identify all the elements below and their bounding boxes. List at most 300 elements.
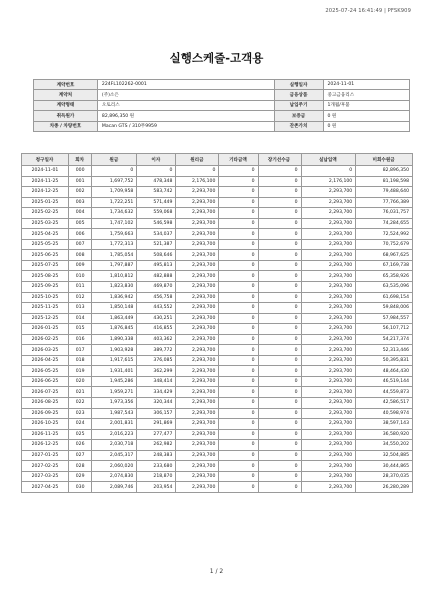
table-cell: 2,030,718 [92,440,137,451]
table-cell: 2,293,700 [176,187,219,198]
table-cell: 1,734,632 [92,208,137,219]
column-header: 장기선수금 [258,154,301,166]
table-cell: 0 [301,166,356,177]
table-cell: 0 [258,239,301,250]
table-cell: 2,293,700 [301,387,356,398]
table-cell: 306,157 [137,408,176,419]
table-cell: 44,559,873 [356,387,413,398]
table-cell: 2026-01-25 [22,324,69,335]
table-row [22,471,413,482]
table-row [22,440,413,451]
table-cell: 0 [219,260,258,271]
table-cell: 0 [258,461,301,472]
table-cell: 2025-07-25 [22,260,69,271]
table-cell: 0 [258,334,301,345]
table-cell: 0 [219,471,258,482]
table-cell: 1,959,271 [92,387,137,398]
table-cell: 2,293,700 [176,260,219,271]
table-cell: 2,293,700 [301,482,356,493]
table-cell: 002 [68,187,91,198]
table-cell: 0 [258,313,301,324]
table-cell: 1,973,356 [92,398,137,409]
table-cell: 2,293,700 [176,218,219,229]
table-cell: 0 [258,282,301,293]
table-cell: 0 [258,208,301,219]
table-cell: 0 [219,282,258,293]
table-cell: 0 [258,440,301,451]
table-cell: 0 [258,482,301,493]
table-cell: 2026-07-25 [22,387,69,398]
info-label: 취득원가 [34,111,98,121]
table-cell: 0 [219,366,258,377]
table-cell: 34,550,202 [356,440,413,451]
table-row [22,176,413,187]
table-cell: 0 [176,166,219,177]
table-cell: 2,176,100 [301,176,356,187]
table-cell: 48,464,430 [356,366,413,377]
table-cell: 025 [68,429,91,440]
table-cell: 2,293,700 [301,345,356,356]
column-header: 기타금액 [219,154,258,166]
print-timestamp: 2025-07-24 16:41:49 | PFSK909 [325,8,411,14]
table-cell: 2,293,700 [176,271,219,282]
table-header-row [22,154,413,166]
table-cell: 0 [258,176,301,187]
info-label: 계약형태 [34,100,98,110]
info-value: (주)소은 [97,90,274,100]
table-cell: 000 [68,166,91,177]
table-cell: 019 [68,366,91,377]
info-label: 보증금 [274,111,323,121]
table-cell: 2,293,700 [301,461,356,472]
table-cell: 0 [258,218,301,229]
info-value: 중고금융리스 [323,90,410,100]
table-cell: 0 [219,313,258,324]
table-cell: 2,060,020 [92,461,137,472]
table-cell: 2,089,746 [92,482,137,493]
table-row [22,260,413,271]
table-cell: 0 [258,303,301,314]
table-cell: 0 [219,461,258,472]
table-cell: 0 [258,366,301,377]
table-cell: 0 [258,271,301,282]
table-cell: 007 [68,239,91,250]
table-cell: 0 [219,250,258,261]
table-cell: 1,797,887 [92,260,137,271]
table-cell: 403,362 [137,334,176,345]
table-cell: 81,198,598 [356,176,413,187]
table-cell: 2,293,700 [176,366,219,377]
table-cell: 2,293,700 [301,408,356,419]
table-row [22,376,413,387]
table-cell: 2,293,700 [176,345,219,356]
table-row [22,366,413,377]
info-row [34,100,410,110]
table-row [22,345,413,356]
table-cell: 77,766,389 [356,197,413,208]
table-cell: 0 [219,229,258,240]
table-cell: 2,293,700 [176,303,219,314]
table-cell: 0 [219,450,258,461]
table-cell: 495,813 [137,260,176,271]
table-cell: 1,747,102 [92,218,137,229]
table-cell: 027 [68,450,91,461]
table-cell: 2,293,700 [301,282,356,293]
table-row [22,324,413,335]
table-cell: 56,107,712 [356,324,413,335]
info-value: 2024-11-01 [323,80,410,90]
table-cell: 2,293,700 [176,229,219,240]
table-cell: 0 [219,292,258,303]
table-cell: 2,293,700 [301,187,356,198]
info-row [34,90,410,100]
column-header: 청구일자 [22,154,69,166]
table-cell: 0 [219,398,258,409]
table-cell: 2,293,700 [301,398,356,409]
table-cell: 478,348 [137,176,176,187]
table-cell: 2025-06-25 [22,250,69,261]
table-cell: 2,045,317 [92,450,137,461]
table-cell: 376,085 [137,355,176,366]
info-value: 오토리스 [97,100,274,110]
column-header: 이자 [137,154,176,166]
table-row [22,250,413,261]
table-row [22,271,413,282]
table-cell: 2027-01-25 [22,450,69,461]
table-cell: 021 [68,387,91,398]
table-cell: 52,313,446 [356,345,413,356]
table-cell: 0 [258,324,301,335]
table-cell: 456,758 [137,292,176,303]
table-cell: 1,697,752 [92,176,137,187]
table-cell: 2,176,100 [176,176,219,187]
table-cell: 0 [219,208,258,219]
table-cell: 1,836,942 [92,292,137,303]
table-cell: 009 [68,260,91,271]
table-cell: 2,293,700 [301,440,356,451]
table-cell: 0 [219,239,258,250]
table-cell: 82,896,350 [356,166,413,177]
table-cell: 0 [258,471,301,482]
table-cell: 0 [219,376,258,387]
table-cell: 0 [258,187,301,198]
table-row [22,282,413,293]
table-cell: 2,293,700 [176,461,219,472]
table-cell: 2026-10-25 [22,419,69,430]
table-cell: 0 [219,218,258,229]
table-cell: 030 [68,482,91,493]
table-cell: 0 [219,482,258,493]
table-cell: 79,488,640 [356,187,413,198]
table-cell: 42,586,517 [356,398,413,409]
table-cell: 2026-04-25 [22,355,69,366]
table-cell: 018 [68,355,91,366]
info-value: 1개월/후불 [323,100,410,110]
table-cell: 024 [68,419,91,430]
table-cell: 0 [258,166,301,177]
table-cell: 2027-04-25 [22,482,69,493]
table-cell: 508,646 [137,250,176,261]
table-cell: 2,293,700 [301,250,356,261]
table-cell: 0 [219,197,258,208]
table-cell: 2026-06-25 [22,376,69,387]
table-row [22,355,413,366]
table-cell: 2,293,700 [176,408,219,419]
info-value: 224FL102262-0001 [97,80,274,90]
table-cell: 006 [68,229,91,240]
table-cell: 40,598,974 [356,408,413,419]
table-row [22,408,413,419]
table-cell: 2,293,700 [301,419,356,430]
table-cell: 0 [258,345,301,356]
table-cell: 0 [258,387,301,398]
table-cell: 2,001,831 [92,419,137,430]
table-cell: 010 [68,271,91,282]
table-cell: 70,752,679 [356,239,413,250]
table-cell: 1,785,054 [92,250,137,261]
table-cell: 291,869 [137,419,176,430]
table-cell: 005 [68,218,91,229]
table-cell: 026 [68,440,91,451]
table-cell: 443,552 [137,303,176,314]
table-cell: 430,251 [137,313,176,324]
table-cell: 004 [68,208,91,219]
table-cell: 2,293,700 [301,450,356,461]
table-cell: 2,293,700 [176,292,219,303]
table-cell: 2,293,700 [301,355,356,366]
table-cell: 2,293,700 [176,440,219,451]
table-cell: 57,984,557 [356,313,413,324]
table-cell: 2024-11-01 [22,166,69,177]
column-header: 회차 [68,154,91,166]
table-cell: 2,293,700 [176,387,219,398]
table-cell: 0 [258,376,301,387]
table-cell: 362,299 [137,366,176,377]
table-cell: 0 [92,166,137,177]
table-cell: 0 [258,355,301,366]
table-cell: 2025-05-25 [22,239,69,250]
table-cell: 1,863,449 [92,313,137,324]
table-cell: 521,387 [137,239,176,250]
column-header: 원리금 [176,154,219,166]
info-label: 납입주기 [274,100,323,110]
table-cell: 546,598 [137,218,176,229]
table-cell: 0 [219,355,258,366]
info-row [34,80,410,90]
table-cell: 003 [68,197,91,208]
table-cell: 61,698,154 [356,292,413,303]
table-cell: 203,954 [137,482,176,493]
table-row [22,239,413,250]
table-cell: 2025-08-25 [22,271,69,282]
column-header: 실납입액 [301,154,356,166]
table-cell: 2,293,700 [301,229,356,240]
table-cell: 022 [68,398,91,409]
table-cell: 2,293,700 [301,218,356,229]
table-cell: 63,535,096 [356,282,413,293]
table-cell: 262,982 [137,440,176,451]
table-cell: 028 [68,461,91,472]
table-cell: 2,293,700 [176,250,219,261]
table-cell: 46,519,144 [356,376,413,387]
table-row [22,450,413,461]
table-cell: 2026-03-25 [22,345,69,356]
table-cell: 0 [219,334,258,345]
table-cell: 2,293,700 [176,334,219,345]
table-cell: 76,031,757 [356,208,413,219]
table-cell: 2,293,700 [176,471,219,482]
table-cell: 1,772,313 [92,239,137,250]
table-cell: 017 [68,345,91,356]
table-row [22,398,413,409]
table-cell: 2025-03-25 [22,218,69,229]
page-indicator: 1 / 2 [209,568,224,575]
table-cell: 416,855 [137,324,176,335]
table-cell: 2,293,700 [176,313,219,324]
table-cell: 001 [68,176,91,187]
info-label: 계약처 [34,90,98,100]
table-cell: 59,848,006 [356,303,413,314]
table-cell: 023 [68,408,91,419]
table-cell: 2025-04-25 [22,229,69,240]
table-cell: 2026-05-25 [22,366,69,377]
table-cell: 2026-12-25 [22,440,69,451]
info-value: Macan GTS / 310무9959 [97,121,274,131]
table-cell: 2025-12-25 [22,313,69,324]
column-header: 미회수원금 [356,154,413,166]
table-cell: 534,037 [137,229,176,240]
table-cell: 1,810,812 [92,271,137,282]
table-row [22,197,413,208]
table-cell: 1,945,286 [92,376,137,387]
table-cell: 1,876,845 [92,324,137,335]
info-label: 계약번호 [34,80,98,90]
table-cell: 2,293,700 [301,471,356,482]
table-row [22,187,413,198]
table-cell: 1,917,615 [92,355,137,366]
table-row [22,313,413,324]
table-cell: 72,524,992 [356,229,413,240]
table-cell: 2026-11-25 [22,429,69,440]
table-cell: 1,759,663 [92,229,137,240]
table-cell: 277,477 [137,429,176,440]
table-cell: 2025-11-25 [22,303,69,314]
table-cell: 68,967,625 [356,250,413,261]
table-cell: 2,293,700 [176,324,219,335]
table-cell: 2,293,700 [301,208,356,219]
table-cell: 218,870 [137,471,176,482]
table-cell: 571,449 [137,197,176,208]
table-cell: 0 [258,408,301,419]
table-row [22,419,413,430]
table-cell: 0 [258,197,301,208]
table-cell: 26,280,289 [356,482,413,493]
table-cell: 2027-03-25 [22,471,69,482]
table-row [22,166,413,177]
table-cell: 2,293,700 [176,208,219,219]
table-cell: 1,709,958 [92,187,137,198]
table-cell: 2026-08-25 [22,398,69,409]
table-cell: 016 [68,334,91,345]
table-cell: 0 [219,303,258,314]
table-cell: 389,772 [137,345,176,356]
table-row [22,218,413,229]
table-cell: 2,293,700 [301,376,356,387]
schedule-table [21,153,413,493]
table-cell: 233,680 [137,461,176,472]
table-row [22,429,413,440]
table-cell: 583,742 [137,187,176,198]
table-cell: 54,217,374 [356,334,413,345]
table-cell: 0 [219,345,258,356]
table-cell: 334,429 [137,387,176,398]
table-row [22,482,413,493]
table-cell: 2,293,700 [301,313,356,324]
table-cell: 1,931,401 [92,366,137,377]
table-cell: 0 [219,408,258,419]
table-cell: 2,293,700 [301,239,356,250]
info-value: 0 원 [323,111,410,121]
table-row [22,303,413,314]
table-cell: 1,850,148 [92,303,137,314]
page-title: 실행스케줄-고객용 [169,51,264,65]
table-cell: 2,293,700 [176,282,219,293]
table-cell: 0 [258,419,301,430]
info-value: 82,896,350 원 [97,111,274,121]
table-cell: 020 [68,376,91,387]
table-cell: 1,903,928 [92,345,137,356]
table-cell: 36,580,920 [356,429,413,440]
table-cell: 2,293,700 [176,197,219,208]
table-cell: 30,444,865 [356,461,413,472]
table-cell: 2025-02-25 [22,208,69,219]
table-cell: 2,293,700 [176,398,219,409]
table-cell: 0 [219,419,258,430]
table-cell: 2026-09-25 [22,408,69,419]
table-cell: 2,293,700 [301,366,356,377]
table-cell: 248,383 [137,450,176,461]
table-cell: 2,293,700 [176,355,219,366]
table-cell: 482,888 [137,271,176,282]
table-cell: 2,293,700 [176,239,219,250]
table-cell: 2024-12-25 [22,187,69,198]
table-cell: 0 [219,429,258,440]
table-cell: 67,169,738 [356,260,413,271]
table-cell: 2024-11-25 [22,176,69,187]
info-label: 차종 / 차량번호 [34,121,98,131]
table-cell: 008 [68,250,91,261]
table-cell: 0 [258,398,301,409]
table-cell: 2027-02-25 [22,461,69,472]
table-cell: 2,016,223 [92,429,137,440]
table-row [22,461,413,472]
table-cell: 0 [219,271,258,282]
table-cell: 2,293,700 [176,482,219,493]
table-cell: 011 [68,282,91,293]
table-cell: 50,395,831 [356,355,413,366]
table-cell: 0 [219,440,258,451]
table-cell: 012 [68,292,91,303]
table-cell: 2,293,700 [301,292,356,303]
info-row [34,111,410,121]
table-row [22,387,413,398]
table-cell: 029 [68,471,91,482]
table-cell: 0 [258,292,301,303]
table-row [22,229,413,240]
info-row [34,121,410,131]
contract-info-table [33,79,410,132]
table-cell: 0 [258,429,301,440]
